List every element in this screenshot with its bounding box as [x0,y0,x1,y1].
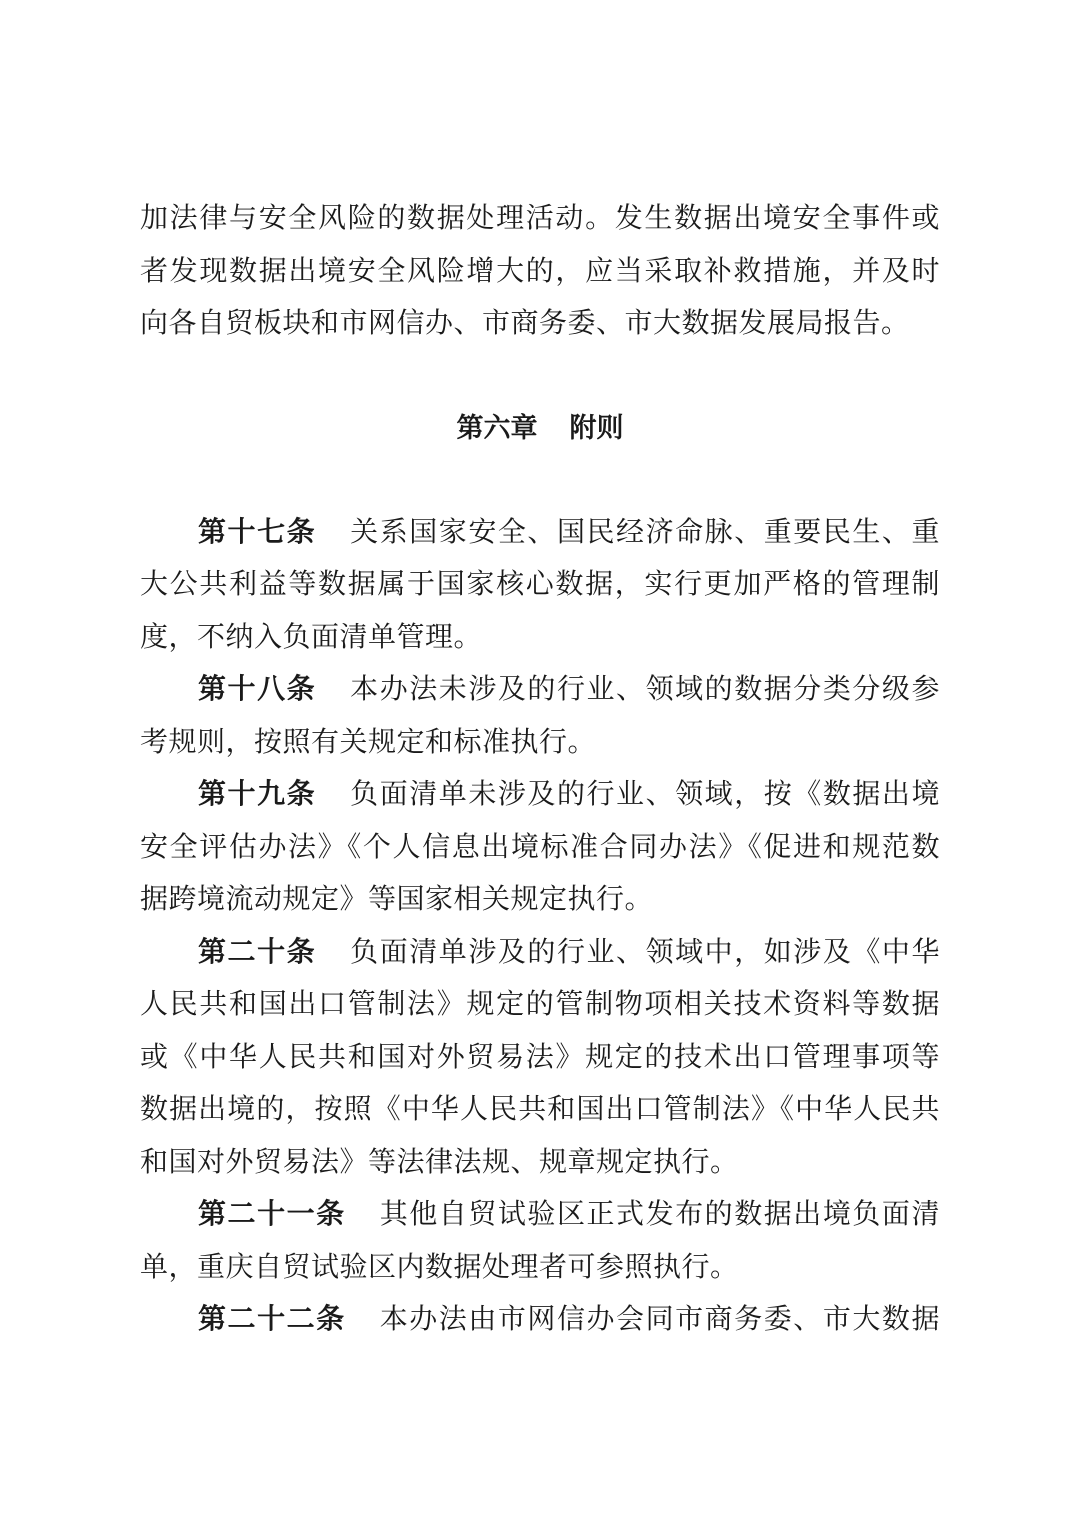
paragraph-line [140,926,940,979]
article-text: 负面清单未涉及的行业、领域，按《数据出境 [350,777,940,810]
paragraph-line [140,663,940,716]
document-page [140,192,940,1346]
article-17 [140,506,940,664]
paragraph-line: 数据出境的，按照《中华人民共和国出口管制法》《中华人民共 [140,1092,940,1125]
article-label: 第十九条 [198,777,317,810]
chapter-number: 第六章 [456,412,538,444]
article-text: 其他自贸试验区正式发布的数据出境负面清 [379,1197,940,1230]
paragraph-line: 和国对外贸易法》等法律法规、规章规定执行。 [140,1144,739,1178]
paragraph-line: 度，不纳入负面清单管理。 [140,619,483,653]
article-label: 第二十二条 [198,1302,346,1335]
paragraph-line: 安全评估办法》《个人信息出境标准合同办法》《促进和规范数 [140,829,940,863]
paragraph-line: 向各自贸板块和市网信办、市商务委、市大数据发展局报告。 [140,306,910,339]
article-20 [140,926,940,1189]
paragraph-line: 据跨境流动规定》等国家相关规定执行。 [140,882,654,915]
paragraph-line: 单，重庆自贸试验区内数据处理者可参照执行。 [140,1249,739,1283]
article-19 [140,768,940,926]
article-label: 第十七条 [198,514,317,548]
chapter-heading [140,403,940,455]
article-text: 负面清单涉及的行业、领域中，如涉及《中华 [350,934,940,968]
paragraph-line: 人民共和国出口管制法》规定的管制物项相关技术资料等数据 [140,987,940,1020]
paragraph-line [140,768,940,821]
article-text: 关系国家安全、国民经济命脉、重要民生、重 [350,514,940,548]
paragraph-line [140,1293,940,1346]
paragraph-line: 大公共利益等数据属于国家核心数据，实行更加严格的管理制 [140,567,940,600]
article-label: 第十八条 [198,672,317,705]
continuation-paragraph [140,192,940,350]
paragraph-line: 者发现数据出境安全风险增大的，应当采取补救措施，并及时 [140,253,940,287]
chapter-title: 附则 [569,412,624,444]
article-22 [140,1293,940,1346]
article-18 [140,663,940,768]
article-text: 本办法由市网信办会同市商务委、市大数据 [379,1302,940,1335]
paragraph-line: 加法律与安全风险的数据处理活动。发生数据出境安全事件或 [140,201,940,234]
paragraph-line [140,506,940,559]
article-label: 第二十条 [198,934,317,968]
paragraph-line: 或《中华人民共和国对外贸易法》规定的技术出口管理事项等 [140,1039,940,1073]
article-text: 本办法未涉及的行业、领域的数据分类分级参 [350,672,940,705]
article-label: 第二十一条 [198,1197,346,1230]
paragraph-line: 考规则，按照有关规定和标准执行。 [140,724,597,758]
paragraph-line [140,1188,940,1241]
article-21 [140,1188,940,1293]
